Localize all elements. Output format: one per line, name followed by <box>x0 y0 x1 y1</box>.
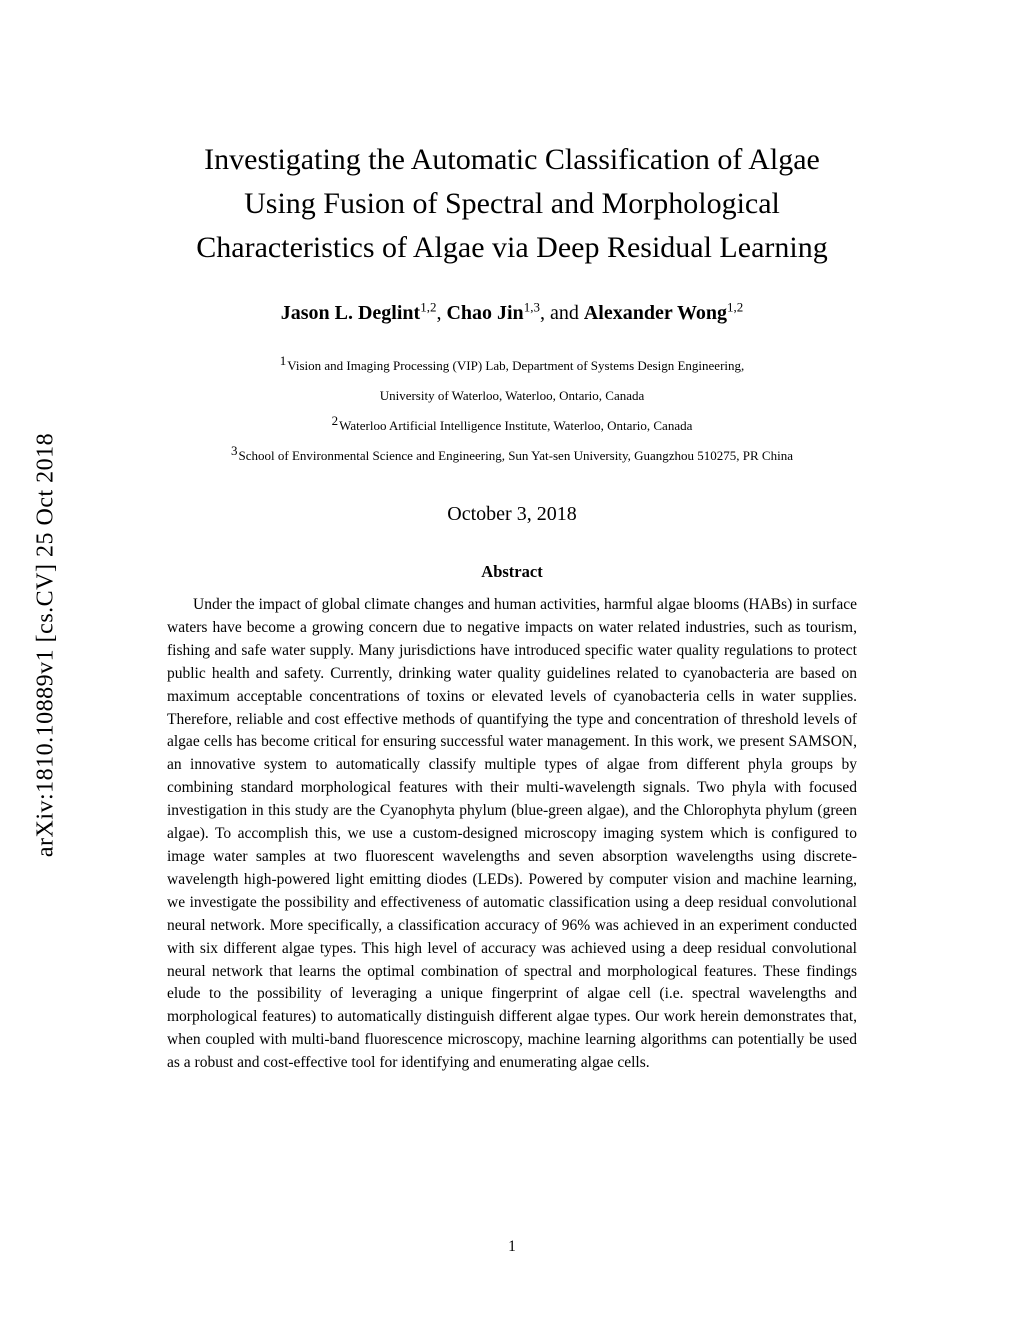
affiliation-1-line-2 <box>0 381 1024 411</box>
affiliation-1-text-continued: University of Waterloo, Waterloo, Ontario, Canada <box>379 388 645 403</box>
affiliation-1-line-1 <box>0 351 1024 381</box>
page-number: 1 <box>508 1238 516 1255</box>
affiliations-block <box>0 351 1024 471</box>
affiliation-1-text: Vision and Imaging Processing (VIP) Lab, Department of Systems Design Engineering, <box>287 358 745 373</box>
paper-title <box>0 138 1024 270</box>
affiliation-3-text: School of Environmental Science and Engineering, Sun Yat-sen University, Guangzhou 510275, PR China <box>238 448 793 463</box>
abstract-body: Under the impact of global climate changes and human activities, harmful algae blooms (HABs) in surface waters have become a growing concern due to negative impacts on water related industries, such as tourism, fishing and safe water supply. Many jurisdictions have introduced specific water quality regulations to protect public health and safety. Currently, drinking water quality guidelines related to cyanobacteria are based on maximum acceptable concentrations of toxins or elevated levels of cyanobacteria cells in water supplies. Therefore, reliable and cost effective methods of quantifying the type and concentration of threshold levels of algae cells has become critical for ensuring successful water management. In this work, we present SAMSON, an innovative system to automatically classify multiple types of algae from different phyla groups by combining standard morphological features with their multi-wavelength signals. Two phyla with focused investigation in this study are the Cyanophyta phylum (blue-green algae), and the Chlorophyta phylum (green algae). To accomplish this, we use a custom-designed microscopy imaging system which is configured to image water samples at two fluorescent wavelengths and seven absorption wavelengths using discrete-wavelength high-powered light emitting diodes (LEDs). Powered by computer vision and machine learning, we investigate the possibility and effectiveness of automatic classification using a deep residual convolutional neural network. More specifically, a classification accuracy of 96% was achieved in an experiment conducted with six different algae types. This high level of accuracy was achieved using a deep residual convolutional neural network that learns the optimal combination of spectral and morphological features. These findings elude to the possibility of leveraging a unique fingerprint of algae cell (i.e. spectral wavelengths and morphological features) to automatically distinguish different algae types. Our work herein demonstrates that, when coupled with multi-band fluorescence microscopy, machine learning algorithms can potentially be used as a robust and cost-effective tool for identifying and enumerating algae cells. <box>167 596 857 1072</box>
author-separator-2: , and <box>539 302 584 324</box>
affiliation-2-text: Waterloo Artificial Intelligence Institute, Waterloo, Ontario, Canada <box>339 418 693 433</box>
affiliation-3-mark: 3 <box>231 443 238 458</box>
affiliation-2-line <box>0 411 1024 441</box>
paper-date: October 3, 2018 <box>447 503 577 525</box>
abstract-heading: Abstract <box>481 562 543 581</box>
title-line-1: Investigating the Automatic Classification of Algae <box>204 143 820 176</box>
author-name-3: Alexander Wong <box>583 302 728 324</box>
title-line-2: Using Fusion of Spectral and Morphological <box>244 187 780 220</box>
title-line-3: Characteristics of Algae via Deep Residual Learning <box>196 231 828 264</box>
abstract-section <box>167 562 857 1075</box>
author-2-affiliation-marks: 1,3 <box>523 299 540 315</box>
affiliation-1-mark: 1 <box>279 353 287 368</box>
author-line <box>0 299 1024 325</box>
author-3-affiliation-marks: 1,2 <box>727 299 744 315</box>
arxiv-watermark: arXiv:1810.10889v1 [cs.CV] 25 Oct 2018 <box>32 432 59 858</box>
author-name-2: Chao Jin <box>446 302 524 324</box>
author-name-1: Jason L. Deglint <box>280 302 421 324</box>
author-1-affiliation-marks: 1,2 <box>420 299 437 315</box>
affiliation-3-line <box>0 441 1024 471</box>
author-separator-1: , <box>436 302 447 324</box>
affiliation-2-mark: 2 <box>331 413 339 428</box>
